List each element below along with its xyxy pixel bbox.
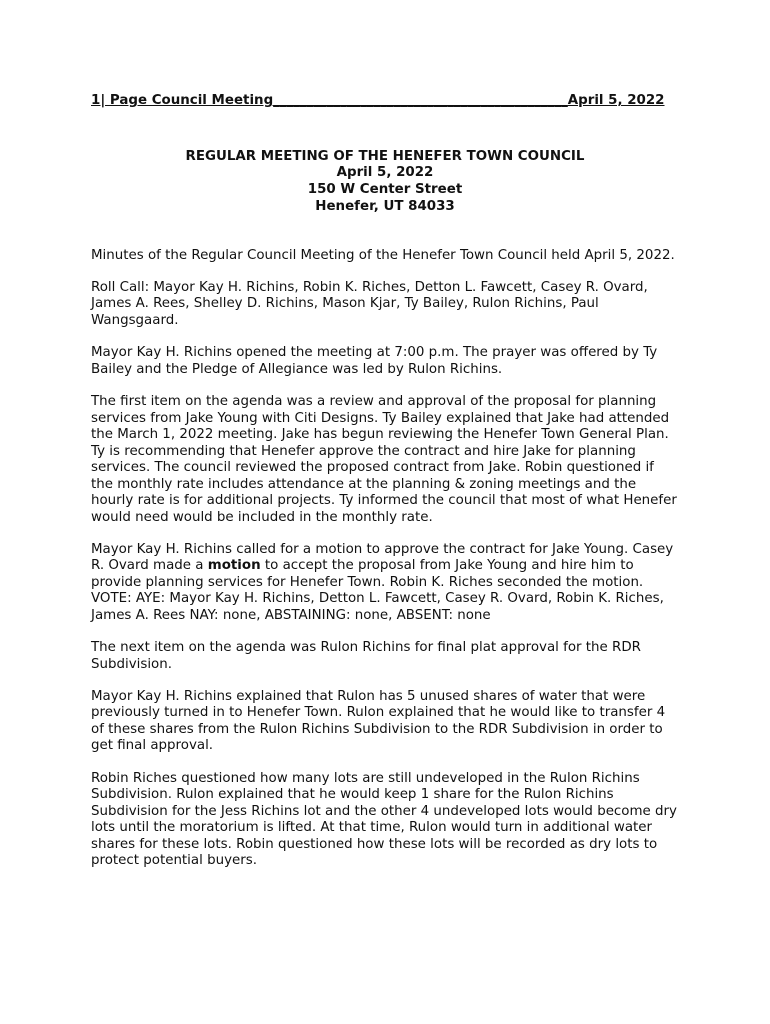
paragraph-undeveloped-lots: Robin Riches questioned how many lots are still undeveloped in the Rulon Richins Subdivision. Rulon explained that he would keep 1 share for the Rulon Richins Subdivision for the Jess Richins lot and the other 4 undeveloped lots would become dry lots until the moratorium is lifted. At that time, Rulon would turn in additional water shares for these lots. Robin questioned how these lots will be recorded as dry lots to protect potential buyers. (91, 770, 677, 869)
motion-keyword: motion (207, 558, 261, 574)
header-left: 1| Page Council Meeting (91, 93, 274, 108)
paragraph-water-shares: Mayor Kay H. Richins explained that Rulon has 5 unused shares of water that were previously turned in to Henefer Town. Rulon explained that he would like to transfer 4 of these shares from the Rulon Richins Subdivision to the RDR Subdivision in order to get final approval. (91, 688, 666, 754)
header-rule: ____________________________________________ (273, 93, 568, 108)
paragraph-opening: Mayor Kay H. Richins opened the meeting at 7:00 p.m. The prayer was offered by Ty Bailey and the Pledge of Allegiance was led by Rulon Richins. (91, 345, 658, 377)
meeting-title: REGULAR MEETING OF THE HENEFER TOWN COUNCIL (185, 148, 585, 164)
paragraph-minutes-intro: Minutes of the Regular Council Meeting of the Henefer Town Council held April 5, 2022. (91, 247, 675, 263)
paragraph-roll-call: Roll Call: Mayor Kay H. Richins, Robin K. Riches, Detton L. Fawcett, Casey R. Ovard, James A. Rees, Shelley D. Richins, Mason Kjar, Ty Bailey, Rulon Richins, Paul Wangsgaard. (91, 279, 648, 328)
paragraph-rdr-subdivision: The next item on the agenda was Rulon Richins for final plat approval for the RDR Subdivision. (91, 640, 641, 672)
paragraph-planning-services: The first item on the agenda was a review and approval of the proposal for planning services from Jake Young with Citi Designs. Ty Bailey explained that Jake had attended the March 1, 2022 meeting. Jake has begun reviewing the Henefer Town General Plan. Ty is recommending that Henefer approve the contract and hire Jake for planning services. The council reviewed the proposed contract from Jake. Robin questioned if the monthly rate includes attendance at the planning & zoning meetings and the hourly rate is for additional projects. Ty informed the council that most of what Henefer would need would be included in the monthly rate. (91, 394, 677, 525)
paragraph-motion-vote (91, 542, 679, 625)
meeting-address-street: 150 W Center Street (307, 182, 463, 198)
header-right: April 5, 2022 (567, 93, 665, 108)
motion-text-after: to accept the proposal from Jake Young and hire him to provide planning services for Henefer Town. Robin K. Riches seconded the motion. VOTE: AYE: Mayor Kay H. Richins, Detton L. Fawcett, Casey R. Ovard, Robin K. Riches, James A. Rees NAY: none, ABSTAINING: none, ABSENT: none (91, 558, 664, 623)
page-header (91, 93, 679, 110)
meeting-address-city: Henefer, UT 84033 (315, 198, 455, 214)
motion-text-before: Mayor Kay H. Richins called for a motion to approve the contract for Jake Young. Casey R. Ovard made a (91, 541, 674, 574)
document-page (91, 93, 679, 870)
meeting-title-block (91, 149, 679, 216)
meeting-date: April 5, 2022 (336, 165, 434, 181)
